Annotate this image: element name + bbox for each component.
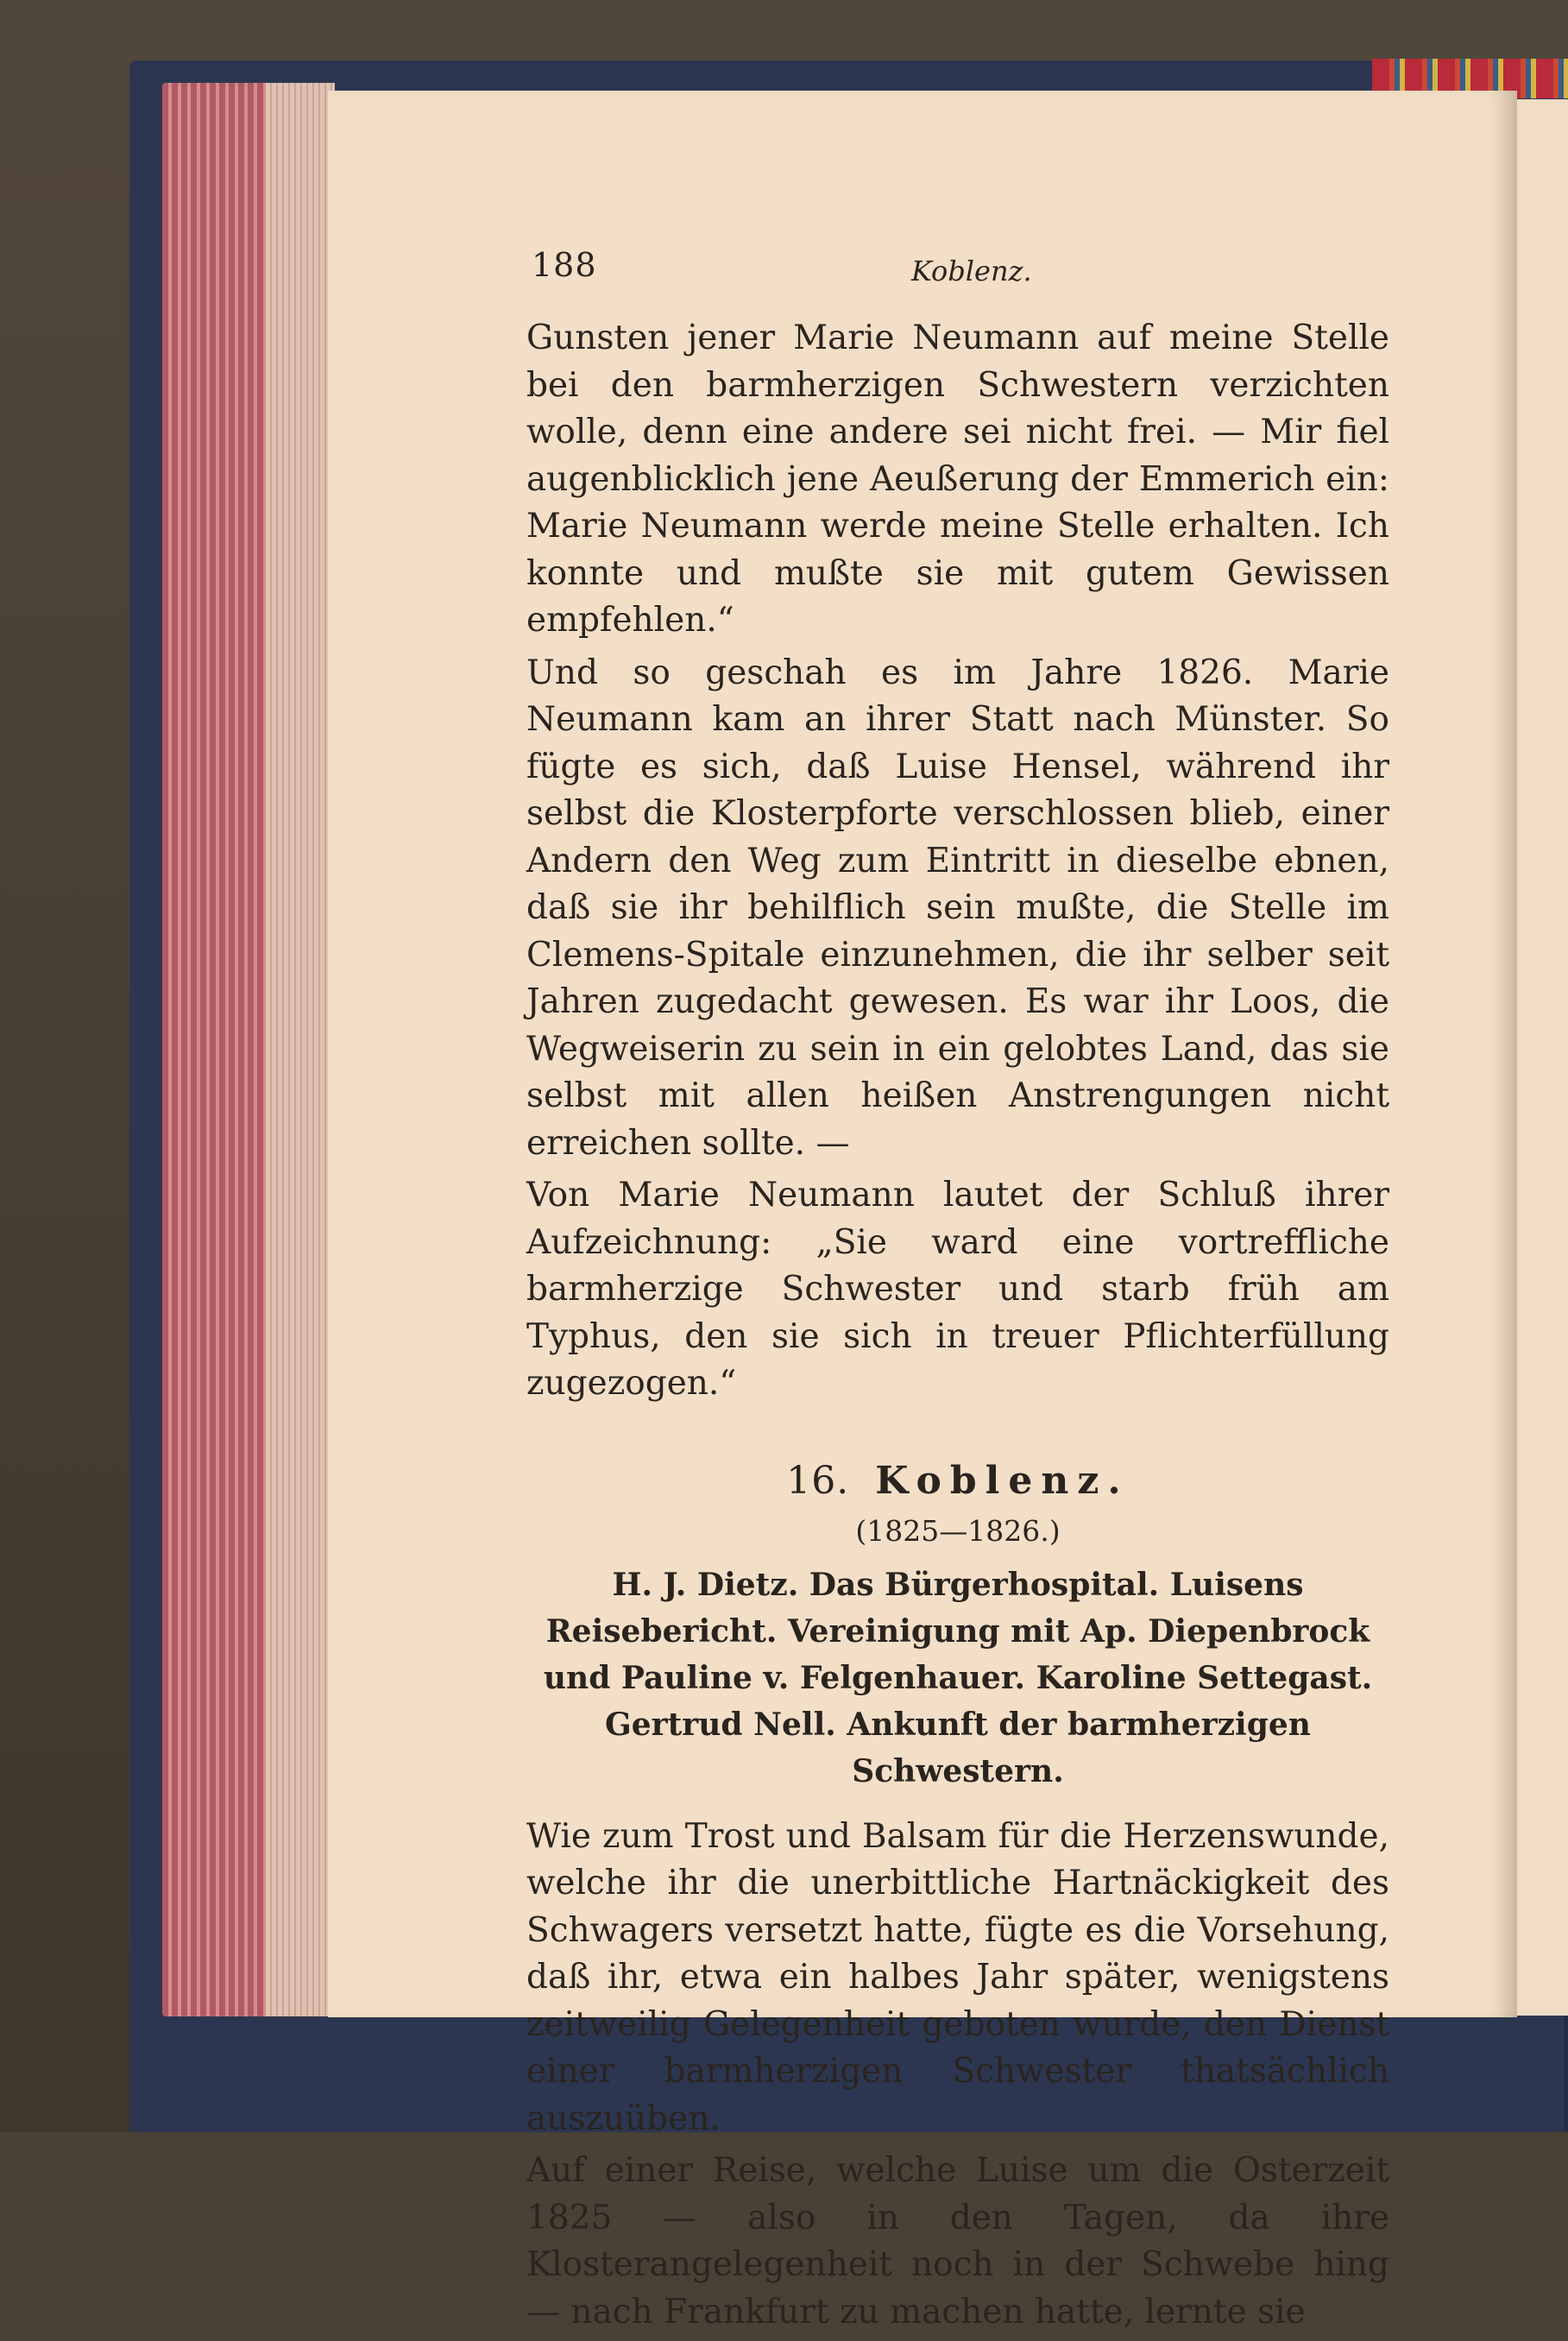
chapter-summary: H. J. Dietz. Das Bürgerhospital. Luisens Reisebericht. Vereinigung mit Ap. Diepenbrock und Pauline v. Felgenhauer. Karoline Settegast. Gertrud Nell. Ankunft der barmherzigen Schwestern. [543, 1566, 1373, 1789]
running-title: Koblenz. [911, 255, 1032, 287]
chapter-years: (1825—1826.) [855, 1513, 1061, 1548]
book-page [328, 91, 1517, 2332]
page-number: 188 [532, 246, 597, 284]
chapter-heading [526, 1456, 1389, 1506]
paragraph: Wie zum Trost und Balsam für die Herzenswunde, welche ihr die unerbittliche Hartnäckigkeit des Schwagers versetzt hatte, fügte es die Vorsehung, daß ihr, etwa ein halbes Jahr später, wenigstens zeitweilig Gelegenheit geboten wurde, den Dienst einer barmherzigen Schwester thatsächlich auszuüben. [526, 1816, 1389, 2138]
chapter-title: Koblenz. [875, 1458, 1130, 1503]
paragraph: Von Marie Neumann lautet der Schluß ihrer Aufzeichnung: „Sie ward eine vortreffliche barmherzige Schwester und starb früh am Typhus, den sie sich in treuer Pflichterfüllung zugezogen.“ [526, 1176, 1389, 1403]
page-header [532, 246, 1351, 298]
facing-page-edge [1514, 99, 1568, 2016]
paragraph: Gunsten jener Marie Neumann auf meine Stelle bei den barmherzigen Schwestern verzichten wolle, denn eine andere sei nicht frei. — Mir fiel augenblicklich jene Aeußerung der Emmerich ein: Marie Neumann werde meine Stelle erhalten. Ich konnte und mußte sie mit gutem Gewissen empfehlen.“ [526, 319, 1389, 640]
page-body [526, 315, 1389, 2341]
chapter-number: 16. [786, 1458, 850, 1503]
paragraph: Auf einer Reise, welche Luise um die Osterzeit 1825 — also in den Tagen, da ihre Klosterangelegenheit noch in der Schwebe hing — nach Frankfurt zu machen hatte, lernte sie [526, 2151, 1389, 2332]
page-edges [162, 83, 335, 2016]
paragraph: Und so geschah es im Jahre 1826. Marie Neumann kam an ihrer Statt nach Münster. So fügte es sich, daß Luise Hensel, während ihr selbst die Klosterpforte verschlossen blieb, einer Andern den Weg zum Eintritt in dieselbe ebnen, daß sie ihr behilflich sein mußte, die Stelle im Clemens-Spitale einzunehmen, die ihr selber seit Jahren zugedacht gewesen. Es war ihr Loos, die Wegweiserin zu sein in ein gelobtes Land, das sie selbst mit allen heißen Anstrengungen nicht erreichen sollte. — [526, 653, 1389, 1163]
